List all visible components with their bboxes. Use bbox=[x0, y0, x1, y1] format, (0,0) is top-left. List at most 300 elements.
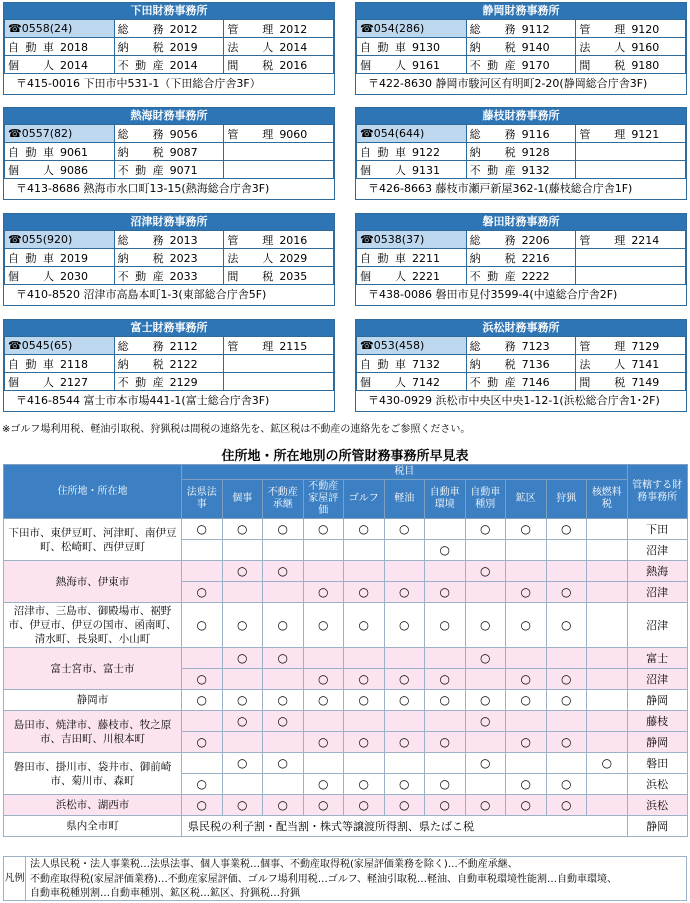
office-extension-table bbox=[356, 230, 686, 285]
office-card bbox=[3, 319, 335, 412]
office-card bbox=[355, 319, 687, 412]
extension-label: 法 人 bbox=[227, 251, 274, 265]
extension-number: 7149 bbox=[631, 375, 660, 389]
extension-cell bbox=[5, 355, 115, 373]
tax-mark-cell: ○ bbox=[506, 795, 547, 816]
extension-cell bbox=[466, 373, 576, 391]
extension-number: 2112 bbox=[169, 339, 198, 353]
office-address: 〒410-8520 沼津市高島本町1-3(東部総合庁舎5F) bbox=[16, 288, 267, 301]
extension-number: 2019 bbox=[169, 40, 198, 54]
extension-cell bbox=[576, 337, 686, 355]
table-row bbox=[4, 648, 688, 669]
legend-line: 自動車税種別割…自動車種別、鉱区税…鉱区、狩猟税…狩猟 bbox=[30, 888, 300, 899]
office-name: 富士財務事務所 bbox=[4, 320, 334, 336]
extension-label: 不 動 産 bbox=[117, 375, 164, 389]
extension-label: 管 理 bbox=[227, 127, 274, 141]
office-extension-table bbox=[4, 124, 334, 179]
extension-cell bbox=[466, 161, 576, 179]
tax-mark-cell: ○ bbox=[546, 669, 587, 690]
extension-label: 管 理 bbox=[227, 22, 274, 36]
extension-number: 9056 bbox=[169, 127, 198, 141]
extension-cell bbox=[466, 38, 576, 56]
extension-label: 個 人 bbox=[360, 375, 406, 389]
office-phone: ☎0538(37) bbox=[357, 231, 467, 249]
extension-number: 9060 bbox=[279, 127, 308, 141]
extension-cell bbox=[114, 38, 224, 56]
extension-number: 9160 bbox=[631, 40, 660, 54]
tax-mark-cell bbox=[344, 711, 385, 732]
office-address: 〒416-8544 富士市本市場441-1(富士総合庁舎3F) bbox=[16, 394, 270, 407]
extension-number: 2029 bbox=[279, 251, 308, 265]
table-row bbox=[4, 795, 688, 816]
tax-mark-cell bbox=[506, 648, 547, 669]
tax-mark-cell bbox=[303, 561, 344, 582]
tax-mark-cell: ○ bbox=[303, 582, 344, 603]
extension-label: 自 動 車 bbox=[8, 357, 54, 371]
tax-mark-cell bbox=[263, 732, 304, 753]
extension-number: 2206 bbox=[521, 233, 550, 247]
extension-cell bbox=[466, 125, 576, 143]
extension-number: 9122 bbox=[412, 145, 440, 159]
tax-mark-cell bbox=[384, 753, 425, 774]
tax-mark-cell bbox=[587, 711, 628, 732]
extension-cell bbox=[466, 355, 576, 373]
tax-mark-cell bbox=[425, 711, 466, 732]
tax-mark-cell: ○ bbox=[506, 603, 547, 648]
extension-label: 管 理 bbox=[579, 127, 626, 141]
extension-cell bbox=[114, 231, 224, 249]
office-cell: 沼津 bbox=[627, 669, 687, 690]
extension-cell bbox=[357, 38, 467, 56]
tax-mark-cell bbox=[182, 648, 223, 669]
extension-label: 法 人 bbox=[579, 40, 626, 54]
tax-column-header: 自動車環境 bbox=[425, 480, 466, 519]
office-header: 管轄する財務事務所 bbox=[627, 465, 687, 519]
office-extension-table bbox=[4, 230, 334, 285]
extension-number: 9086 bbox=[60, 163, 88, 177]
extension-cell bbox=[114, 337, 224, 355]
extension-cell bbox=[466, 249, 576, 267]
extension-number: 2012 bbox=[279, 22, 308, 36]
extension-number: 2019 bbox=[60, 251, 88, 265]
tax-mark-cell: ○ bbox=[546, 603, 587, 648]
extension-cell bbox=[5, 373, 115, 391]
tax-mark-cell: ○ bbox=[425, 603, 466, 648]
extension-cell bbox=[5, 38, 115, 56]
extension-number: 9140 bbox=[521, 40, 550, 54]
extension-cell bbox=[114, 267, 224, 285]
extension-number: 2211 bbox=[412, 251, 440, 265]
tax-mark-cell: ○ bbox=[384, 603, 425, 648]
tax-mark-cell: ○ bbox=[344, 690, 385, 711]
extension-cell bbox=[224, 56, 334, 74]
extension-cell bbox=[5, 267, 115, 285]
tax-mark-cell: ○ bbox=[425, 774, 466, 795]
office-cell: 浜松 bbox=[627, 774, 687, 795]
tax-mark-cell: ○ bbox=[506, 774, 547, 795]
extension-label: 納 税 bbox=[117, 40, 164, 54]
extension-label: 個 人 bbox=[360, 163, 406, 177]
extension-cell bbox=[466, 20, 576, 38]
tax-column-header: 自動車種別 bbox=[465, 480, 506, 519]
extension-number: 7146 bbox=[521, 375, 550, 389]
extension-cell bbox=[466, 143, 576, 161]
table-row bbox=[4, 690, 688, 711]
extension-label: 個 人 bbox=[8, 163, 54, 177]
area-cell: 県内全市町 bbox=[4, 816, 182, 837]
tax-mark-cell: ○ bbox=[263, 690, 304, 711]
tax-mark-cell bbox=[425, 648, 466, 669]
tax-mark-cell bbox=[425, 519, 466, 540]
extension-label: 間 税 bbox=[227, 58, 274, 72]
extension-label: 自 動 車 bbox=[360, 251, 406, 265]
contact-note: ※ゴルフ場利用税、軽油引取税、狩猟税は間税の連絡先を、鉱区税は不動産の連絡先をご参照ください。 bbox=[2, 424, 471, 435]
tax-mark-cell bbox=[222, 774, 263, 795]
extension-label: 管 理 bbox=[227, 233, 274, 247]
tax-mark-cell bbox=[587, 732, 628, 753]
tax-mark-cell bbox=[546, 561, 587, 582]
extension-cell bbox=[357, 373, 467, 391]
tax-mark-cell bbox=[303, 753, 344, 774]
extension-number: 7129 bbox=[631, 339, 660, 353]
extension-cell bbox=[114, 249, 224, 267]
tax-mark-cell bbox=[222, 540, 263, 561]
extension-cell bbox=[224, 337, 334, 355]
tax-mark-cell: ○ bbox=[344, 582, 385, 603]
tax-mark-cell: ○ bbox=[303, 519, 344, 540]
tax-mark-cell bbox=[587, 648, 628, 669]
extension-label: 法 人 bbox=[227, 40, 274, 54]
tax-mark-cell: ○ bbox=[384, 732, 425, 753]
extension-number: 2030 bbox=[60, 269, 88, 283]
extension-label: 不 動 産 bbox=[117, 58, 164, 72]
office-card bbox=[3, 213, 335, 306]
office-name: 熱海財務事務所 bbox=[4, 108, 334, 124]
tax-mark-cell: ○ bbox=[506, 582, 547, 603]
tax-mark-cell: ○ bbox=[222, 603, 263, 648]
tax-mark-cell bbox=[546, 753, 587, 774]
tax-mark-cell: ○ bbox=[182, 774, 223, 795]
tax-mark-cell: ○ bbox=[182, 795, 223, 816]
extension-number: 2214 bbox=[631, 233, 660, 247]
extension-label: 管 理 bbox=[579, 339, 626, 353]
office-lookup-table bbox=[3, 464, 688, 837]
office-phone: ☎053(458) bbox=[357, 337, 467, 355]
area-header: 住所地・所在地 bbox=[4, 465, 182, 519]
extension-label: 自 動 車 bbox=[360, 145, 406, 159]
tax-mark-cell bbox=[344, 648, 385, 669]
extension-number: 9121 bbox=[631, 127, 660, 141]
tax-mark-cell: ○ bbox=[384, 669, 425, 690]
tax-mark-cell: ○ bbox=[222, 690, 263, 711]
extension-number: 2014 bbox=[60, 58, 88, 72]
tax-mark-cell: ○ bbox=[546, 795, 587, 816]
extension-number: 7123 bbox=[521, 339, 550, 353]
tax-mark-cell bbox=[344, 561, 385, 582]
office-phone: ☎0545(65) bbox=[5, 337, 115, 355]
tax-mark-cell bbox=[546, 711, 587, 732]
tax-mark-cell: ○ bbox=[384, 690, 425, 711]
tax-mark-cell bbox=[344, 753, 385, 774]
tax-mark-cell bbox=[546, 540, 587, 561]
tax-mark-cell bbox=[587, 582, 628, 603]
extension-label: 個 人 bbox=[8, 375, 54, 389]
extension-number: 9087 bbox=[169, 145, 198, 159]
tax-mark-cell: ○ bbox=[182, 669, 223, 690]
tax-mark-cell: ○ bbox=[546, 774, 587, 795]
extension-number: 2216 bbox=[521, 251, 550, 265]
area-cell: 磐田市、掛川市、袋井市、御前崎市、菊川市、森町 bbox=[4, 753, 182, 795]
tax-mark-cell bbox=[384, 540, 425, 561]
extension-number: 9061 bbox=[60, 145, 88, 159]
area-cell: 沼津市、三島市、御殿場市、裾野市、伊豆市、伊豆の国市、函南町、清水町、長泉町、小山町 bbox=[4, 603, 182, 648]
extension-cell bbox=[357, 143, 467, 161]
extension-cell bbox=[576, 125, 686, 143]
office-name: 藤枝財務事務所 bbox=[356, 108, 686, 124]
tax-mark-cell bbox=[465, 732, 506, 753]
extension-cell bbox=[114, 20, 224, 38]
table-row bbox=[4, 519, 688, 540]
extension-label: 自 動 車 bbox=[360, 40, 406, 54]
extension-number: 2221 bbox=[412, 269, 440, 283]
office-phone: ☎054(286) bbox=[357, 20, 467, 38]
tax-mark-cell: ○ bbox=[506, 669, 547, 690]
extension-label: 納 税 bbox=[469, 40, 516, 54]
extension-number: 2033 bbox=[169, 269, 198, 283]
extension-label: 管 理 bbox=[227, 339, 274, 353]
area-cell: 静岡市 bbox=[4, 690, 182, 711]
extension-label: 間 税 bbox=[579, 58, 626, 72]
office-address: 〒438-0086 磐田市見付3599-4(中遠総合庁舎2F) bbox=[368, 288, 618, 301]
extension-label: 納 税 bbox=[117, 145, 164, 159]
extension-number: 7132 bbox=[412, 357, 440, 371]
office-card bbox=[355, 213, 687, 306]
office-name: 沼津財務事務所 bbox=[4, 214, 334, 230]
extension-label: 不 動 産 bbox=[117, 269, 164, 283]
office-cell: 沼津 bbox=[627, 540, 687, 561]
table-title: 住所地・所在地別の所管財務事務所早見表 bbox=[221, 449, 469, 464]
extension-label: 不 動 産 bbox=[469, 163, 516, 177]
tax-column-header: 不動産承継 bbox=[263, 480, 304, 519]
empty-cell bbox=[576, 143, 686, 161]
extension-cell bbox=[224, 20, 334, 38]
extension-label: 間 税 bbox=[579, 375, 626, 389]
office-name: 静岡財務事務所 bbox=[356, 3, 686, 19]
tax-mark-cell bbox=[465, 540, 506, 561]
tax-mark-cell: ○ bbox=[303, 669, 344, 690]
tax-mark-cell: ○ bbox=[182, 519, 223, 540]
extension-label: 総 務 bbox=[117, 22, 164, 36]
tax-mark-cell: ○ bbox=[384, 519, 425, 540]
office-extension-table bbox=[356, 124, 686, 179]
extension-number: 7141 bbox=[631, 357, 660, 371]
extension-label: 総 務 bbox=[469, 339, 516, 353]
tax-mark-cell: ○ bbox=[263, 603, 304, 648]
tax-mark-cell bbox=[506, 711, 547, 732]
extension-cell bbox=[224, 267, 334, 285]
office-cell: 浜松 bbox=[627, 795, 687, 816]
extension-label: 総 務 bbox=[117, 339, 164, 353]
extension-number: 9130 bbox=[412, 40, 440, 54]
extension-label: 不 動 産 bbox=[469, 375, 516, 389]
extension-cell bbox=[114, 125, 224, 143]
extension-label: 納 税 bbox=[117, 357, 164, 371]
extension-label: 個 人 bbox=[8, 269, 54, 283]
extension-number: 2016 bbox=[279, 233, 308, 247]
table-row bbox=[4, 603, 688, 648]
area-cell: 島田市、焼津市、藤枝市、牧之原市、吉田町、川根本町 bbox=[4, 711, 182, 753]
table-row bbox=[4, 561, 688, 582]
office-cell: 静岡 bbox=[627, 732, 687, 753]
office-cell: 静岡 bbox=[627, 690, 687, 711]
tax-mark-cell: ○ bbox=[425, 732, 466, 753]
extension-label: 自 動 車 bbox=[8, 251, 54, 265]
tax-column-header: 不動産家屋評価 bbox=[303, 480, 344, 519]
office-address: 〒422-8630 静岡市駿河区有明町2-20(静岡総合庁舎3F) bbox=[368, 77, 648, 90]
extension-number: 9120 bbox=[631, 22, 660, 36]
tax-mark-cell: ○ bbox=[303, 732, 344, 753]
tax-mark-cell bbox=[425, 561, 466, 582]
extension-cell bbox=[576, 231, 686, 249]
legend-key: 凡例 bbox=[4, 857, 26, 900]
tax-mark-cell: ○ bbox=[546, 690, 587, 711]
tax-mark-cell bbox=[587, 669, 628, 690]
extension-cell bbox=[5, 249, 115, 267]
tax-mark-cell bbox=[222, 669, 263, 690]
extension-label: 不 動 産 bbox=[469, 269, 516, 283]
empty-cell bbox=[224, 373, 334, 391]
tax-mark-cell: ○ bbox=[465, 690, 506, 711]
extension-cell bbox=[5, 161, 115, 179]
extension-number: 2222 bbox=[521, 269, 550, 283]
tax-mark-cell bbox=[384, 648, 425, 669]
tax-column-header: 法県法事 bbox=[182, 480, 223, 519]
extension-number: 2035 bbox=[279, 269, 308, 283]
tax-mark-cell: ○ bbox=[344, 774, 385, 795]
tax-mark-cell: ○ bbox=[546, 582, 587, 603]
area-cell: 熱海市、伊東市 bbox=[4, 561, 182, 603]
tax-column-header: ゴルフ bbox=[344, 480, 385, 519]
extension-number: 9180 bbox=[631, 58, 660, 72]
extension-label: 納 税 bbox=[469, 145, 516, 159]
tax-mark-cell: ○ bbox=[344, 732, 385, 753]
tax-mark-cell: ○ bbox=[425, 540, 466, 561]
tax-mark-cell bbox=[546, 648, 587, 669]
tax-mark-cell: ○ bbox=[384, 582, 425, 603]
office-cell: 下田 bbox=[627, 519, 687, 540]
tax-mark-cell bbox=[182, 540, 223, 561]
extension-label: 不 動 産 bbox=[117, 163, 164, 177]
tax-mark-cell: ○ bbox=[344, 795, 385, 816]
extension-cell bbox=[114, 143, 224, 161]
tax-mark-cell: ○ bbox=[546, 519, 587, 540]
extension-cell bbox=[576, 38, 686, 56]
tax-mark-cell bbox=[587, 561, 628, 582]
tax-mark-cell bbox=[303, 648, 344, 669]
empty-cell bbox=[576, 249, 686, 267]
extension-label: 個 人 bbox=[8, 58, 54, 72]
tax-mark-cell: ○ bbox=[344, 669, 385, 690]
extension-number: 7142 bbox=[412, 375, 440, 389]
empty-cell bbox=[576, 267, 686, 285]
extension-label: 納 税 bbox=[117, 251, 164, 265]
tax-mark-cell: ○ bbox=[222, 561, 263, 582]
office-card bbox=[355, 107, 687, 200]
tax-mark-cell bbox=[587, 540, 628, 561]
tax-mark-cell: ○ bbox=[303, 774, 344, 795]
extension-number: 9161 bbox=[412, 58, 440, 72]
area-cell: 浜松市、湖西市 bbox=[4, 795, 182, 816]
extension-label: 個 人 bbox=[360, 269, 406, 283]
extension-cell bbox=[114, 355, 224, 373]
extension-number: 2018 bbox=[60, 40, 88, 54]
office-address: 〒413-8686 熱海市水口町13-15(熱海総合庁舎3F) bbox=[16, 182, 270, 195]
tax-mark-cell: ○ bbox=[425, 795, 466, 816]
extension-number: 9132 bbox=[521, 163, 550, 177]
tax-mark-cell: ○ bbox=[222, 711, 263, 732]
tax-mark-cell bbox=[263, 774, 304, 795]
extension-cell bbox=[114, 373, 224, 391]
tax-mark-cell bbox=[263, 582, 304, 603]
office-name: 浜松財務事務所 bbox=[356, 320, 686, 336]
extension-label: 法 人 bbox=[579, 357, 626, 371]
extension-label: 個 人 bbox=[360, 58, 406, 72]
tax-mark-cell: ○ bbox=[303, 690, 344, 711]
tax-mark-cell bbox=[587, 690, 628, 711]
tax-mark-cell bbox=[222, 732, 263, 753]
office-phone: ☎055(920) bbox=[5, 231, 115, 249]
office-card bbox=[3, 107, 335, 200]
extension-number: 2012 bbox=[169, 22, 198, 36]
extension-number: 2014 bbox=[279, 40, 308, 54]
legend bbox=[3, 856, 687, 901]
extension-cell bbox=[357, 161, 467, 179]
office-cell: 静岡 bbox=[627, 816, 687, 837]
extension-label: 管 理 bbox=[579, 22, 626, 36]
extension-number: 9128 bbox=[521, 145, 550, 159]
extension-label: 総 務 bbox=[469, 22, 516, 36]
extension-cell bbox=[357, 267, 467, 285]
area-cell: 下田市、東伊豆町、河津町、南伊豆町、松崎町、西伊豆町 bbox=[4, 519, 182, 561]
extension-cell bbox=[114, 161, 224, 179]
extension-label: 自 動 車 bbox=[8, 145, 54, 159]
tax-mark-cell: ○ bbox=[546, 732, 587, 753]
office-name: 磐田財務事務所 bbox=[356, 214, 686, 230]
office-cell: 沼津 bbox=[627, 603, 687, 648]
table-row bbox=[4, 711, 688, 732]
tax-mark-cell bbox=[465, 582, 506, 603]
office-cell: 磐田 bbox=[627, 753, 687, 774]
empty-cell bbox=[224, 161, 334, 179]
tax-mark-cell: ○ bbox=[384, 795, 425, 816]
tax-mark-cell bbox=[263, 669, 304, 690]
area-cell: 富士宮市、富士市 bbox=[4, 648, 182, 690]
table-row bbox=[4, 753, 688, 774]
tax-mark-cell: ○ bbox=[182, 732, 223, 753]
extension-label: 不 動 産 bbox=[469, 58, 516, 72]
tax-mark-cell bbox=[465, 774, 506, 795]
extension-cell bbox=[357, 355, 467, 373]
tax-mark-cell: ○ bbox=[182, 603, 223, 648]
tax-mark-cell: ○ bbox=[344, 603, 385, 648]
tax-mark-cell bbox=[263, 540, 304, 561]
tax-mark-cell: ○ bbox=[263, 561, 304, 582]
tax-column-header: 軽油 bbox=[384, 480, 425, 519]
tax-mark-cell: ○ bbox=[222, 753, 263, 774]
office-phone: ☎0557(82) bbox=[5, 125, 115, 143]
extension-cell bbox=[5, 143, 115, 161]
tax-mark-cell: ○ bbox=[425, 690, 466, 711]
